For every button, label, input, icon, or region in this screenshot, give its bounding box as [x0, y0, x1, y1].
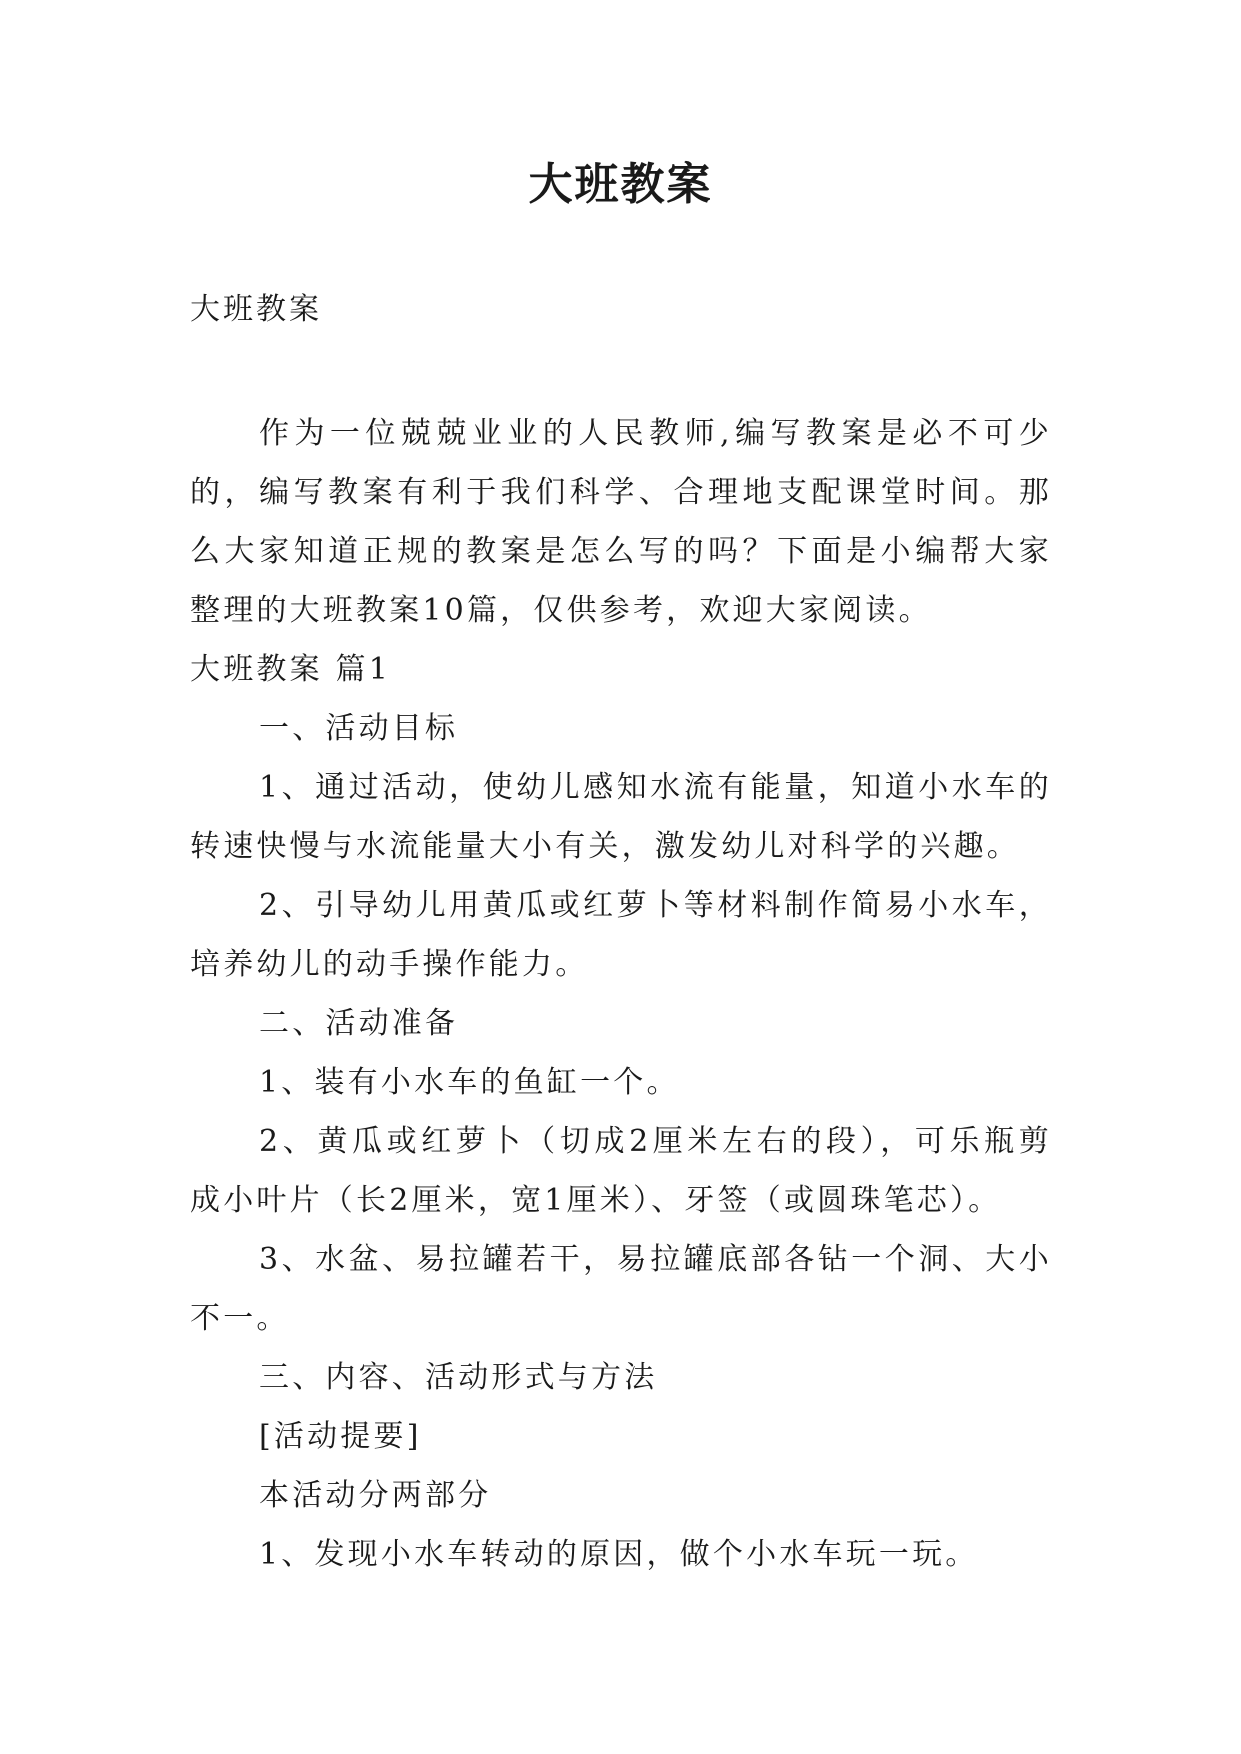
document-subtitle: 大班教案: [190, 292, 322, 327]
paragraph: 二、活动准备: [259, 1006, 459, 1041]
paragraph: 1、装有小水车的鱼缸一个。: [259, 1065, 680, 1100]
document-body: [190, 404, 1052, 1584]
section-heading: 大班教案 篇1: [190, 652, 392, 687]
paragraph: 一、活动目标: [259, 711, 459, 746]
paragraph: 1、发现小水车转动的原因，做个小水车玩一玩。: [259, 1537, 979, 1572]
paragraph: 本活动分两部分: [259, 1478, 492, 1513]
paragraph: 1、通过活动，使幼儿感知水流有能量，知道小水车的转速快慢与水流能量大小有关，激发幼儿对科学的兴趣。: [190, 770, 1052, 864]
paragraph: [活动提要]: [259, 1419, 422, 1454]
paragraph: 作为一位兢兢业业的人民教师,编写教案是必不可少的，编写教案有利于我们科学、合理地支配课堂时间。那么大家知道正规的教案是怎么写的吗？下面是小编帮大家整理的大班教案10篇，仅供参考，欢迎大家阅读。: [190, 416, 1052, 628]
document-title: 大班教案: [528, 159, 713, 210]
paragraph: 3、水盆、易拉罐若干，易拉罐底部各钻一个洞、大小不一。: [190, 1242, 1052, 1336]
paragraph: 三、内容、活动形式与方法: [259, 1360, 658, 1395]
paragraph: 2、引导幼儿用黄瓜或红萝卜等材料制作简易小水车，培养幼儿的动手操作能力。: [190, 888, 1052, 982]
paragraph: 2、黄瓜或红萝卜（切成2厘米左右的段），可乐瓶剪成小叶片（长2厘米，宽1厘米）、牙签（或圆珠笔芯）。: [190, 1124, 1052, 1218]
